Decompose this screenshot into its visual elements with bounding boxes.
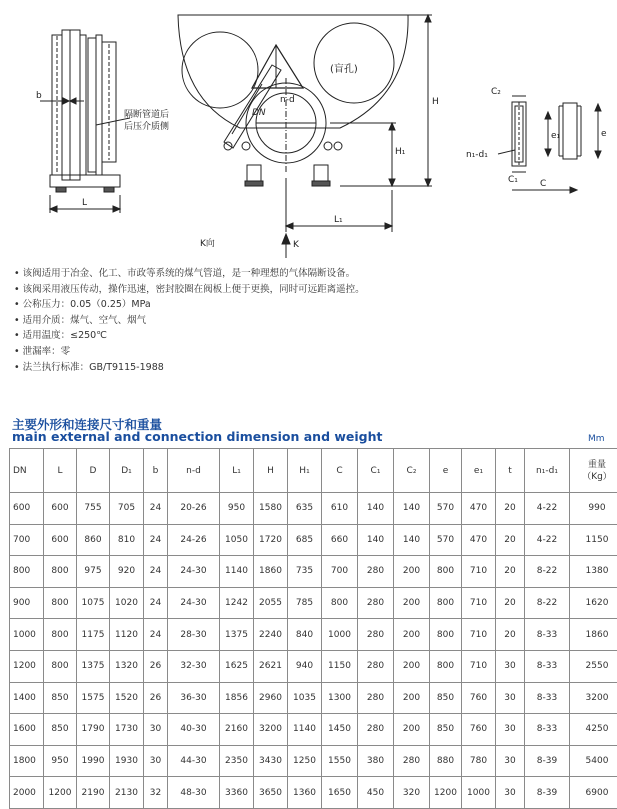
table-cell: 685 [288,524,322,556]
table-cell: 200 [394,714,430,746]
table-cell: 1200 [44,777,77,809]
table-cell: 32 [144,777,168,809]
table-cell: 1930 [110,745,144,777]
table-cell: 24 [144,493,168,525]
section-title-en: main external and connection dimension and weight [12,429,383,444]
table-cell: 1620 [570,587,617,619]
table-cell: 710 [462,650,496,682]
table-cell: 20 [496,493,525,525]
table-cell: 3650 [254,777,288,809]
table-row [10,777,617,809]
table-cell: 600 [10,493,44,525]
label-b: b [36,91,42,101]
table-cell: 880 [430,745,462,777]
table-cell: 20 [496,556,525,588]
table-cell: 570 [430,524,462,556]
table-cell: 760 [462,682,496,714]
table-cell: 800 [44,587,77,619]
table-cell: 1140 [288,714,322,746]
column-header: n₁-d₁ [525,449,570,493]
table-cell: 8-22 [525,587,570,619]
table-cell: 470 [462,493,496,525]
table-cell: 610 [322,493,358,525]
table-cell: 280 [394,745,430,777]
table-cell: 800 [430,619,462,651]
table-cell: 30 [144,714,168,746]
table-cell: 8-33 [525,619,570,651]
table-cell: 975 [77,556,110,588]
section-title-cn: 主要外形和连接尺寸和重量 [12,415,162,433]
table-cell: 3200 [570,682,617,714]
column-header: H₁ [288,449,322,493]
table-cell: 1550 [322,745,358,777]
spec-notes [14,266,604,375]
table-cell: 4250 [570,714,617,746]
column-header: n-d [168,449,220,493]
table-cell: 800 [44,619,77,651]
table-cell: 1720 [254,524,288,556]
dimension-table [9,448,617,809]
table-cell: 30 [496,777,525,809]
table-cell: 1175 [77,619,110,651]
table-row [10,745,617,777]
label-K: K [293,240,300,250]
table-cell: 710 [462,587,496,619]
table-cell: 760 [462,714,496,746]
table-cell: 200 [394,619,430,651]
table-cell: 3200 [254,714,288,746]
table-cell: 1360 [288,777,322,809]
table-cell: 200 [394,682,430,714]
table-cell: 140 [358,524,394,556]
table-cell: 20 [496,524,525,556]
label-n-d: n-d [280,95,295,105]
weight-column-header [570,449,617,493]
column-header: t [496,449,525,493]
table-cell: 8-33 [525,714,570,746]
table-cell: 20 [496,587,525,619]
table-cell: 1000 [462,777,496,809]
table-cell: 1375 [220,619,254,651]
table-cell: 850 [430,714,462,746]
table-cell: 800 [44,650,77,682]
label-note-line2: 后压介质侧 [124,120,169,132]
table-cell: 6900 [570,777,617,809]
table-row [10,619,617,651]
table-cell: 710 [462,556,496,588]
table-cell: 5400 [570,745,617,777]
table-cell: 2190 [77,777,110,809]
table-cell: 1400 [10,682,44,714]
table-cell: 800 [10,556,44,588]
table-cell: 380 [358,745,394,777]
table-cell: 1860 [254,556,288,588]
table-cell: 1300 [322,682,358,714]
table-cell: 200 [394,556,430,588]
table-cell: 140 [394,524,430,556]
table-cell: 755 [77,493,110,525]
table-cell: 2960 [254,682,288,714]
table-cell: 1800 [10,745,44,777]
table-cell: 1730 [110,714,144,746]
column-header: C₁ [358,449,394,493]
table-cell: 24 [144,619,168,651]
label-C1: C₁ [508,175,518,185]
table-cell: 24-30 [168,556,220,588]
table-cell: 705 [110,493,144,525]
table-cell: 140 [358,493,394,525]
table-cell: 840 [288,619,322,651]
table-cell: 1150 [570,524,617,556]
table-cell: 3430 [254,745,288,777]
table-cell: 1000 [322,619,358,651]
table-cell: 950 [220,493,254,525]
note-pressure: • 公称压力：0.05（0.25）MPa [14,297,604,313]
label-C2: C₂ [491,87,501,97]
front-view [178,15,432,258]
table-cell: 1650 [322,777,358,809]
table-cell: 600 [44,524,77,556]
table-cell: 44-30 [168,745,220,777]
table-cell: 735 [288,556,322,588]
table-cell: 1075 [77,587,110,619]
table-cell: 700 [322,556,358,588]
table-cell: 1380 [570,556,617,588]
table-cell: 800 [430,650,462,682]
note-operation: • 该阀采用液压传动，操作迅速，密封胶圈在阀板上便于更换，同时可远距离遥控。 [14,282,604,298]
table-cell: 30 [496,650,525,682]
column-header: e [430,449,462,493]
table-cell: 1250 [288,745,322,777]
table-cell: 920 [110,556,144,588]
table-cell: 800 [322,587,358,619]
table-cell: 1320 [110,650,144,682]
column-header: b [144,449,168,493]
table-cell: 8-22 [525,556,570,588]
table-cell: 24 [144,556,168,588]
note-temperature: • 适用温度：≤250℃ [14,328,604,344]
table-cell: 990 [570,493,617,525]
column-header: D [77,449,110,493]
column-header: D₁ [110,449,144,493]
table-cell: 30 [496,682,525,714]
table-cell: 4-22 [525,524,570,556]
table-cell: 1020 [110,587,144,619]
table-cell: 1520 [110,682,144,714]
table-header-row [10,449,617,493]
table-cell: 1150 [322,650,358,682]
column-header: C₂ [394,449,430,493]
table-cell: 8-39 [525,777,570,809]
table-cell: 4-22 [525,493,570,525]
label-DN: DN [252,108,266,118]
table-cell: 2000 [10,777,44,809]
table-cell: 280 [358,650,394,682]
table-cell: 850 [44,682,77,714]
table-cell: 36-30 [168,682,220,714]
table-cell: 1575 [77,682,110,714]
label-note-line1: 隔断管道后 [124,108,169,120]
table-cell: 1450 [322,714,358,746]
table-row [10,682,617,714]
table-cell: 470 [462,524,496,556]
side-view [40,30,130,213]
table-cell: 280 [358,587,394,619]
table-cell: 24-26 [168,524,220,556]
table-cell: 24-30 [168,587,220,619]
table-cell: 850 [44,714,77,746]
table-cell: 850 [430,682,462,714]
table-cell: 635 [288,493,322,525]
table-cell: 450 [358,777,394,809]
table-cell: 800 [44,556,77,588]
table-cell: 780 [462,745,496,777]
table-cell: 950 [44,745,77,777]
weight-header-line2: （Kg） [570,471,617,483]
table-cell: 800 [430,587,462,619]
column-header: e₁ [462,449,496,493]
table-row [10,556,617,588]
table-cell: 28-30 [168,619,220,651]
table-cell: 860 [77,524,110,556]
table-cell: 26 [144,682,168,714]
table-cell: 800 [430,556,462,588]
table-cell: 1000 [10,619,44,651]
table-cell: 710 [462,619,496,651]
table-cell: 785 [288,587,322,619]
table-cell: 660 [322,524,358,556]
label-e1: e₁ [551,131,561,141]
table-cell: 1580 [254,493,288,525]
table-cell: 1200 [10,650,44,682]
table-cell: 280 [358,714,394,746]
column-header: C [322,449,358,493]
table-cell: 140 [394,493,430,525]
table-cell: 280 [358,619,394,651]
table-cell: 24 [144,587,168,619]
table-row [10,650,617,682]
note-application: • 该阀适用于冶金、化工、市政等系统的煤气管道，是一种理想的气体隔断设备。 [14,266,604,282]
table-cell: 1140 [220,556,254,588]
label-K-direction: K向 [200,237,215,249]
label-n1-d1: n₁-d₁ [466,150,488,160]
table-cell: 30 [496,745,525,777]
table-row [10,714,617,746]
technical-drawing [0,0,617,260]
table-cell: 600 [44,493,77,525]
column-header: DN [10,449,44,493]
table-cell: 200 [394,650,430,682]
table-cell: 2240 [254,619,288,651]
table-cell: 1050 [220,524,254,556]
table-cell: 1035 [288,682,322,714]
unit-label: Mm [588,434,605,444]
table-cell: 2350 [220,745,254,777]
table-cell: 8-33 [525,682,570,714]
label-e: e [601,129,607,139]
table-cell: 26 [144,650,168,682]
note-leakage: • 泄漏率：零 [14,344,604,360]
table-cell: 1856 [220,682,254,714]
table-cell: 200 [394,587,430,619]
weight-header-line1: 重量 [570,459,617,471]
table-cell: 1625 [220,650,254,682]
note-medium: • 适用介质：煤气、空气、烟气 [14,313,604,329]
table-cell: 1990 [77,745,110,777]
table-cell: 2160 [220,714,254,746]
table-cell: 32-30 [168,650,220,682]
table-cell: 1242 [220,587,254,619]
table-cell: 1600 [10,714,44,746]
table-cell: 1120 [110,619,144,651]
table-cell: 1375 [77,650,110,682]
label-L: L [82,198,87,208]
table-cell: 8-39 [525,745,570,777]
table-cell: 40-30 [168,714,220,746]
table-cell: 1860 [570,619,617,651]
table-cell: 1200 [430,777,462,809]
table-row [10,524,617,556]
table-cell: 570 [430,493,462,525]
table-cell: 1790 [77,714,110,746]
label-C: C [540,179,546,189]
table-body [10,493,617,809]
table-cell: 940 [288,650,322,682]
column-header: L₁ [220,449,254,493]
table-row [10,587,617,619]
table-cell: 8-33 [525,650,570,682]
table-cell: 48-30 [168,777,220,809]
table-cell: 810 [110,524,144,556]
table-cell: 900 [10,587,44,619]
table-cell: 320 [394,777,430,809]
table-cell: 20 [496,619,525,651]
label-L1: L₁ [334,215,343,225]
table-cell: 3360 [220,777,254,809]
table-row [10,493,617,525]
table-cell: 2550 [570,650,617,682]
label-blind-hole: (盲孔) [330,62,358,75]
table-cell: 700 [10,524,44,556]
table-cell: 2055 [254,587,288,619]
table-cell: 2130 [110,777,144,809]
label-H: H [432,97,439,107]
table-cell: 30 [144,745,168,777]
note-standard: • 法兰执行标准：GB/T9115-1988 [14,360,604,376]
table-cell: 24 [144,524,168,556]
table-cell: 280 [358,556,394,588]
table-cell: 2621 [254,650,288,682]
table-cell: 280 [358,682,394,714]
table-cell: 20-26 [168,493,220,525]
label-H1: H₁ [395,147,406,157]
table-cell: 30 [496,714,525,746]
column-header: H [254,449,288,493]
column-header: L [44,449,77,493]
